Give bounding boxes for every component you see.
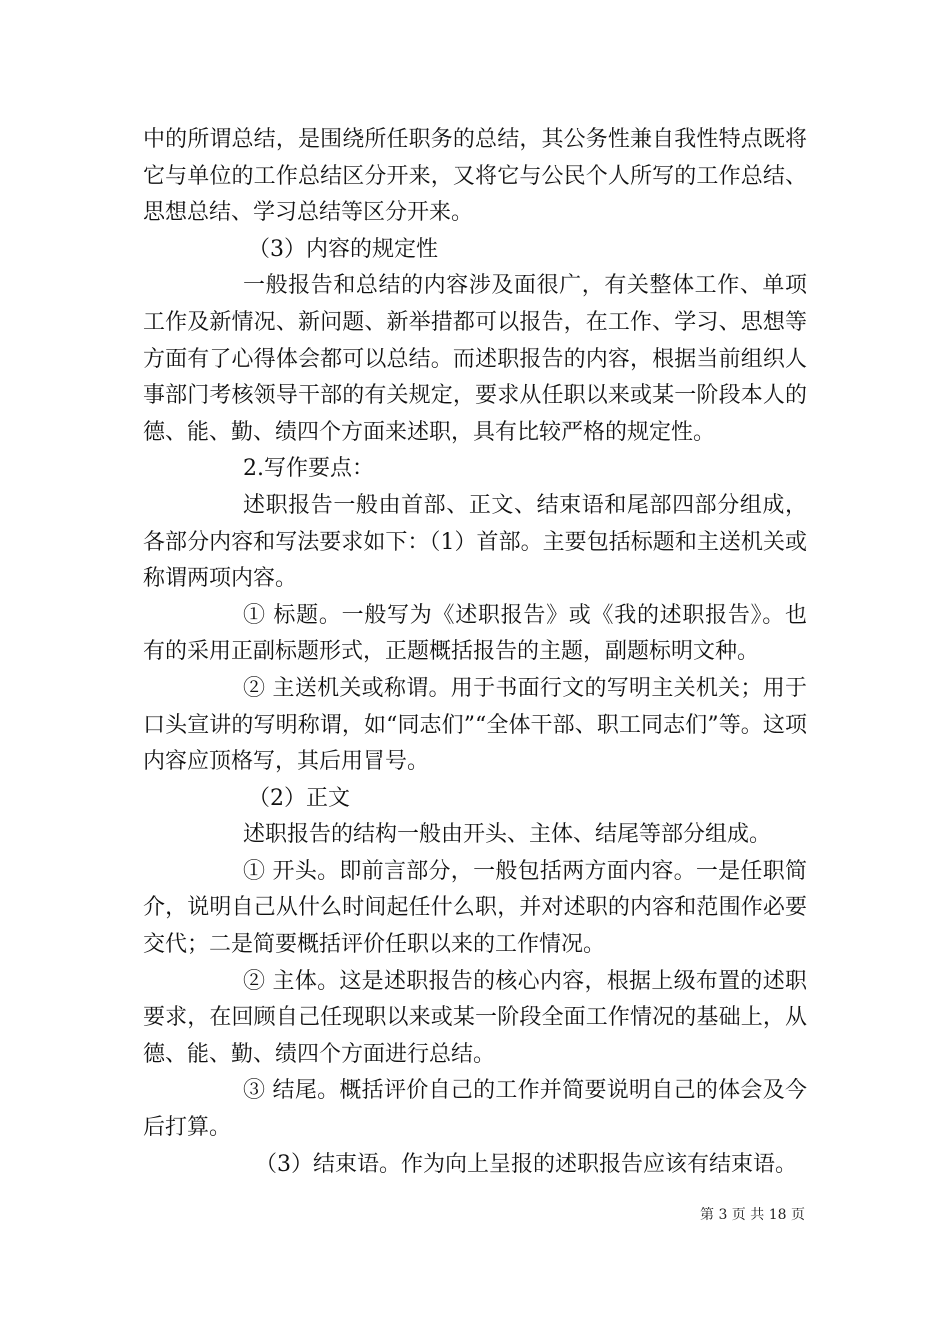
document-body bbox=[143, 122, 807, 1183]
paragraph-report-structure: 述职报告一般由首部、正文、结束语和尾部四部分组成，各部分内容和写法要求如下：（1）首部。主要包括标题和主送机关或称谓两项内容。 bbox=[143, 492, 807, 592]
paragraph-content-scope: 一般报告和总结的内容涉及面很广，有关整体工作、单项工作及新情况、新问题、新举措都可以报告，在工作、学习、思想等方面有了心得体会都可以总结。而述职报告的内容，根据当前组织人事部门考核领导干部的有关规定，要求从任职以来或某一阶段本人的德、能、勤、绩四个方面来述职，具有比较严格的规定性。 bbox=[143, 273, 807, 445]
subheading-content-regulation: （3）内容的规定性 bbox=[248, 236, 438, 262]
paragraph-body: ② 主体。这是述职报告的核心内容，根据上级布置的述职要求，在回顾自己任现职以来或某一阶段全面工作情况的基础上，从德、能、勤、绩四个方面进行总结。 bbox=[143, 968, 807, 1067]
paragraph-addressee: ② 主送机关或称谓。用于书面行文的写明主关机关；用于口头宣讲的写明称谓，如“同志们”“全体干部、职工同志们”等。这项内容应顶格写，其后用冒号。 bbox=[143, 675, 807, 775]
paragraph-closing-remarks: （3）结束语。作为向上呈报的述职报告应该有结束语。 bbox=[255, 1151, 797, 1177]
paragraph-ending: ③ 结尾。概括评价自己的工作并简要说明自己的体会及今后打算。 bbox=[143, 1078, 807, 1141]
paragraph-opening: ① 开头。即前言部分，一般包括两方面内容。一是任职简介，说明自己从什么时间起任什么职，并对述职的内容和范围作必要交代；二是简要概括评价任职以来的工作情况。 bbox=[143, 858, 807, 958]
page-number-footer: 第 3 页 共 18 页 bbox=[700, 1207, 805, 1223]
heading-writing-points: 2.写作要点： bbox=[243, 456, 374, 482]
paragraph-continuation: 中的所谓总结，是围绕所任职务的总结，其公务性兼自我性特点既将它与单位的工作总结区分开来，又将它与公民个人所写的工作总结、思想总结、学习总结等区分开来。 bbox=[143, 127, 807, 226]
subheading-main-text: （2）正文 bbox=[248, 785, 350, 811]
paragraph-title: ① 标题。一般写为《述职报告》或《我的述职报告》。也有的采用正副标题形式，正题概括报告的主题，副题标明文种。 bbox=[143, 602, 807, 665]
paragraph-main-structure: 述职报告的结构一般由开头、主体、结尾等部分组成。 bbox=[243, 822, 772, 848]
